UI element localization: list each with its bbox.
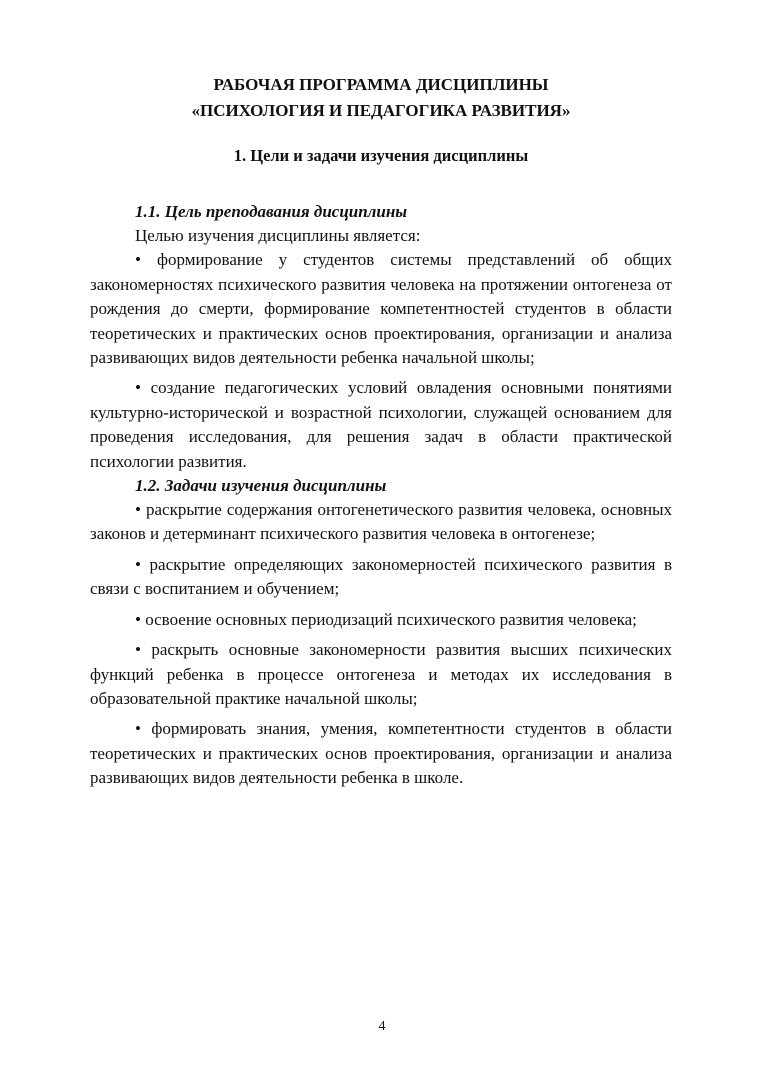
task-list-item: • раскрытие определяющих закономерностей психического развития в связи с воспитанием и обучением; xyxy=(90,553,672,602)
page-number: 4 xyxy=(378,1019,386,1034)
document-page xyxy=(90,72,672,791)
task-list-item: • формировать знания, умения, компетентности студентов в области теоретических и практических основ проектирования, организации и анализа развивающих видов деятельности ребенка в школе. xyxy=(90,717,672,790)
task-list-item: • раскрыть основные закономерности развития высших психических функций ребенка в процессе онтогенеза и методах их исследования в образовательной практике начальной школы; xyxy=(90,638,672,711)
task-list-item: • раскрытие содержания онтогенетического развития человека, основных законов и детерминант психического развития человека в онтогенезе; xyxy=(90,498,672,547)
document-title-line-2: «ПСИХОЛОГИЯ И ПЕДАГОГИКА РАЗВИТИЯ» xyxy=(191,101,571,120)
goal-list-item: • формирование у студентов системы представлений об общих закономерностях психического развития человека на протяжении онтогенеза от рождения до смерти, формирование компетентностей студентов в области теоретических и практических основ проектирования, организации и анализа развивающих видов деятельности ребенка начальной школы; xyxy=(90,248,672,370)
goal-intro: Целью изучения дисциплины является: xyxy=(135,226,421,245)
subsection-heading-goal: 1.1. Цель преподавания дисциплины xyxy=(135,202,408,221)
section-heading: 1. Цели и задачи изучения дисциплины xyxy=(233,146,529,165)
subsection-heading-tasks: 1.2. Задачи изучения дисциплины xyxy=(135,476,387,496)
goal-list-item: • создание педагогических условий овладения основными понятиями культурно-исторической и возрастной психологии, служащей основанием для проведения исследования, для решения задач в области практической психологии развития. xyxy=(90,376,672,474)
task-list-item: • освоение основных периодизаций психического развития человека; xyxy=(90,608,672,632)
document-title-line-1: РАБОЧАЯ ПРОГРАММА ДИСЦИПЛИНЫ xyxy=(213,75,549,94)
